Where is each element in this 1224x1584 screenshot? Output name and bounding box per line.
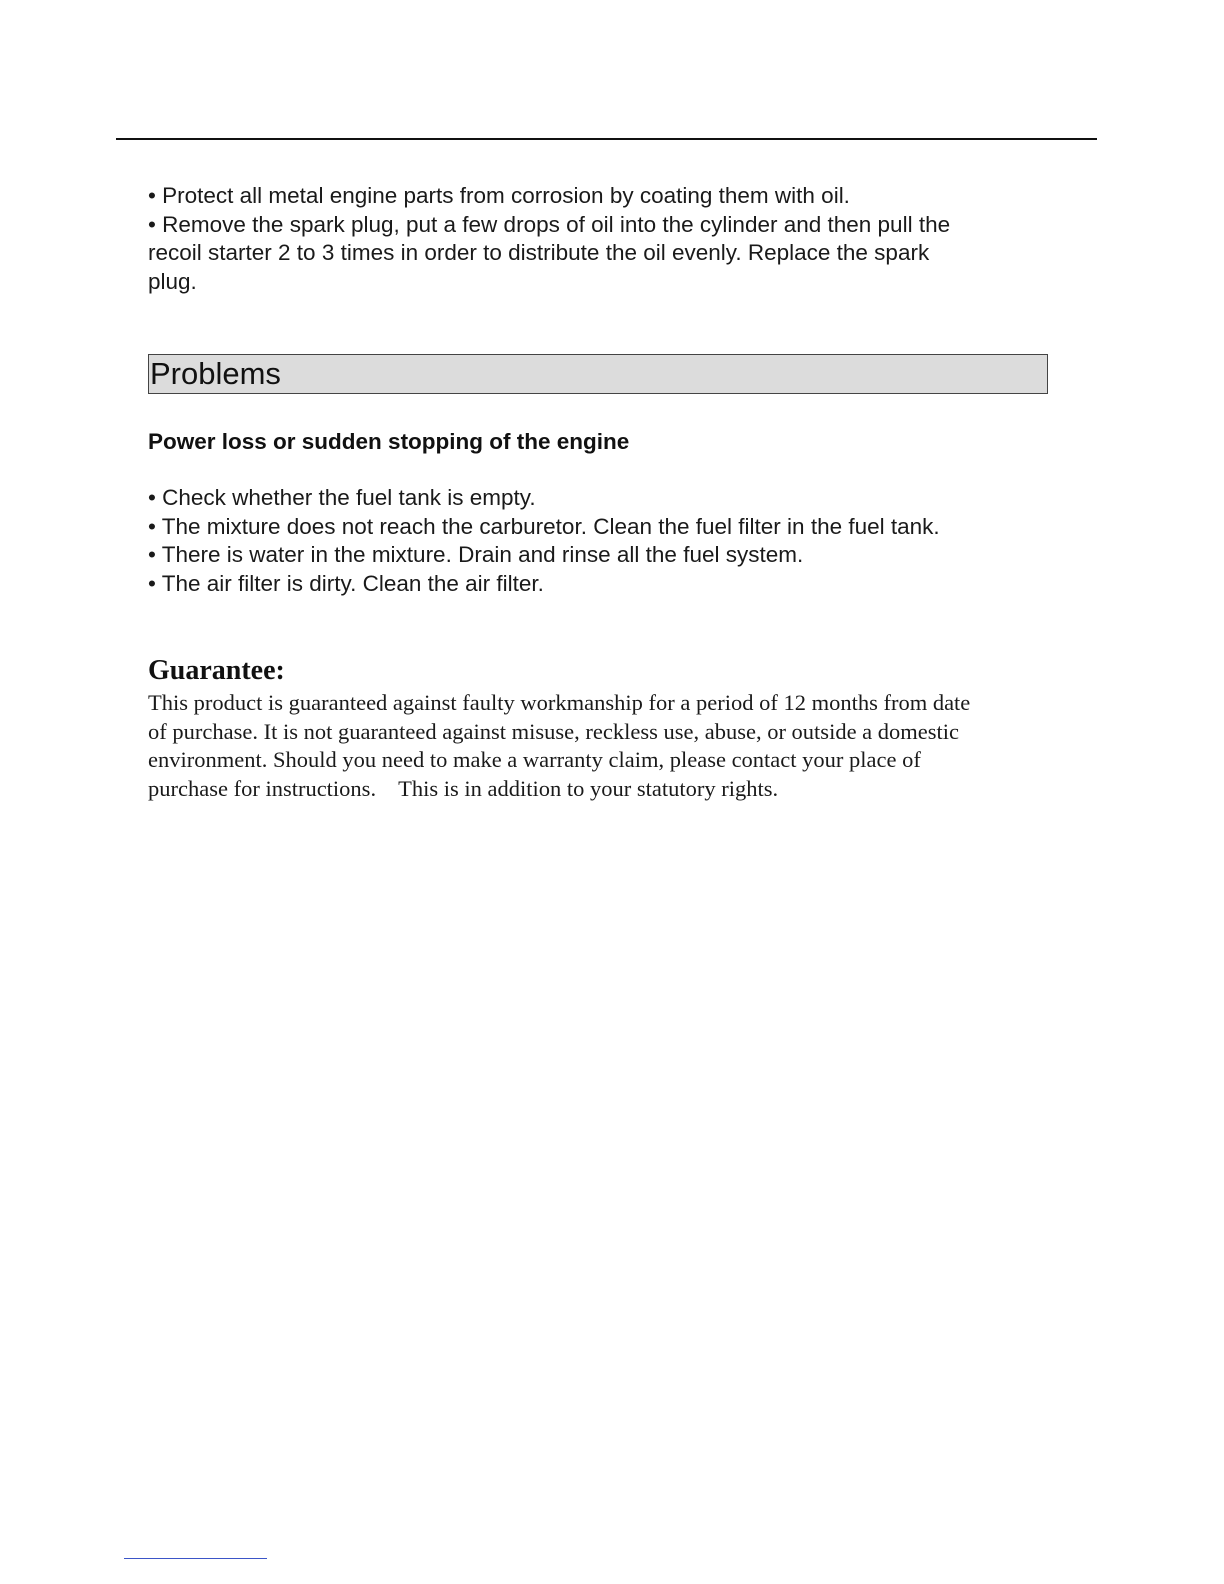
maintenance-line: plug. bbox=[148, 268, 197, 294]
header-rule bbox=[116, 138, 1097, 140]
guarantee-body bbox=[148, 689, 1058, 803]
maintenance-line: recoil starter 2 to 3 times in order to distribute the oil evenly. Replace the spark bbox=[148, 240, 930, 266]
maintenance-line: • Remove the spark plug, put a few drops of oil into the cylinder and then pull the bbox=[148, 211, 951, 237]
problem-item: • The mixture does not reach the carburetor. Clean the fuel filter in the fuel tank. bbox=[148, 513, 940, 539]
guarantee-heading: Guarantee: bbox=[148, 655, 285, 686]
footer-link-underline bbox=[124, 1558, 267, 1559]
problems-bullet-list bbox=[148, 484, 1048, 598]
problems-subheading: Power loss or sudden stopping of the engine bbox=[148, 429, 630, 454]
problems-section-title: Problems bbox=[150, 356, 281, 391]
guarantee-line: This product is guaranteed against faulty workmanship for a period of 12 months from date bbox=[148, 690, 971, 715]
guarantee-line: purchase for instructions. This is in addition to your statutory rights. bbox=[148, 775, 779, 801]
problems-section-box bbox=[148, 354, 1048, 394]
problem-item: • There is water in the mixture. Drain and rinse all the fuel system. bbox=[148, 542, 804, 568]
problem-item: • The air filter is dirty. Clean the air filter. bbox=[148, 570, 544, 596]
guarantee-line: of purchase. It is not guaranteed against misuse, reckless use, abuse, or outside a domestic bbox=[148, 718, 960, 744]
guarantee-line: environment. Should you need to make a warranty claim, please contact your place of bbox=[148, 747, 921, 772]
maintenance-line: • Protect all metal engine parts from corrosion by coating them with oil. bbox=[148, 183, 850, 208]
problem-item: • Check whether the fuel tank is empty. bbox=[148, 485, 536, 510]
maintenance-bullet-list bbox=[148, 182, 1048, 296]
